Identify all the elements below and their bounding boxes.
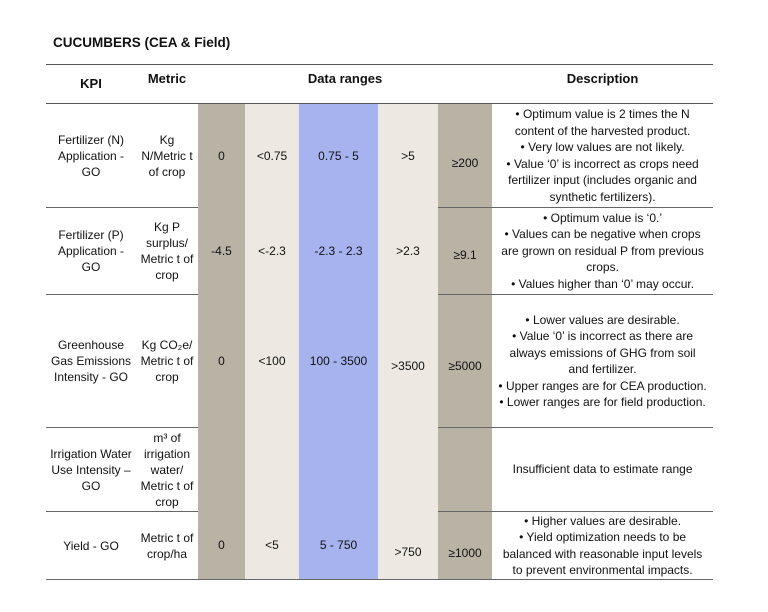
description-line: • Values higher than ‘0’ may occur. [511,276,695,291]
description-cell [492,208,713,295]
description-line: • Lower ranges are for field production. [499,395,706,409]
range-cell: >3500 [378,295,438,428]
description-line: • Yield optimization needs to be balanced with reasonable input levels to prevent environmental impacts. [502,530,703,577]
range-cell: <100 [245,295,299,428]
kpi-table [46,64,713,580]
header-data-ranges: Data ranges [198,65,492,104]
description-line: • Value ‘0’ is incorrect as crops need fertilizer input (includes organic and synthetic fertilizers). [506,156,699,204]
range-cell [438,428,492,512]
header-description: Description [492,65,713,104]
range-cell: >5 [378,104,438,208]
table-row [46,208,713,295]
metric-cell: Metric t of crop/ha [136,512,198,580]
range-cell: <0.75 [245,104,299,208]
range-cell [198,428,245,512]
metric-cell: Kg P surplus/ Metric t of crop [136,208,198,295]
range-cell: >2.3 [378,208,438,295]
range-cell: -4.5 [198,208,245,295]
description-line: Insufficient data to estimate range [512,462,693,477]
range-cell: ≥1000 [438,512,492,580]
range-cell: 0 [198,512,245,580]
range-cell: <-2.3 [245,208,299,295]
header-row [46,65,713,104]
table-row [46,104,713,208]
description-line: • Value ‘0’ is incorrect as there are always emissions of GHG from soil and fertilizer. [509,329,696,376]
description-line: • Upper ranges are for CEA production. [498,378,707,393]
range-cell [378,428,438,512]
range-cell: ≥9.1 [438,208,492,295]
range-cell-optimum: 100 - 3500 [299,295,378,428]
description-line: • Optimum value is 2 times the N content of the harvested product. [514,107,691,138]
kpi-cell: Fertilizer (P) Application - GO [46,208,136,295]
description-cell [492,428,713,512]
range-cell: <5 [245,512,299,580]
description-line: • Values can be negative when crops are grown on residual P from previous crops. [501,227,704,275]
kpi-cell: Greenhouse Gas Emissions Intensity - GO [46,295,136,428]
range-cell [245,428,299,512]
kpi-cell: Irrigation Water Use Intensity – GO [46,428,136,512]
range-cell: 0 [198,104,245,208]
header-kpi: KPI [46,65,136,104]
kpi-cell: Yield - GO [46,512,136,580]
table-row [46,512,713,580]
range-cell-optimum: 5 - 750 [299,512,378,580]
range-cell: ≥5000 [438,295,492,428]
description-line: • Lower values are desirable. [525,312,680,327]
kpi-cell: Fertilizer (N) Application - GO [46,104,136,208]
description-cell [492,295,713,428]
description-line: • Optimum value is ‘0.’ [543,210,663,225]
range-cell-optimum: 0.75 - 5 [299,104,378,208]
document-title: CUCUMBERS (CEA & Field) [53,35,231,50]
description-line: • Very low values are not likely. [520,140,685,154]
header-metric: Metric [136,65,198,104]
description-cell [492,104,713,208]
metric-cell: Kg N/Metric t of crop [136,104,198,208]
range-cell-optimum [299,428,378,512]
range-cell: 0 [198,295,245,428]
range-cell-optimum: -2.3 - 2.3 [299,208,378,295]
range-cell: >750 [378,512,438,580]
range-cell: ≥200 [438,104,492,208]
description-cell [492,512,713,580]
description-line: • Higher values are desirable. [524,513,682,528]
metric-cell: m³ of irrigation water/ Metric t of crop [136,428,198,512]
table-row [46,428,713,512]
metric-cell: Kg CO₂e/ Metric t of crop [136,295,198,428]
table-row [46,295,713,428]
